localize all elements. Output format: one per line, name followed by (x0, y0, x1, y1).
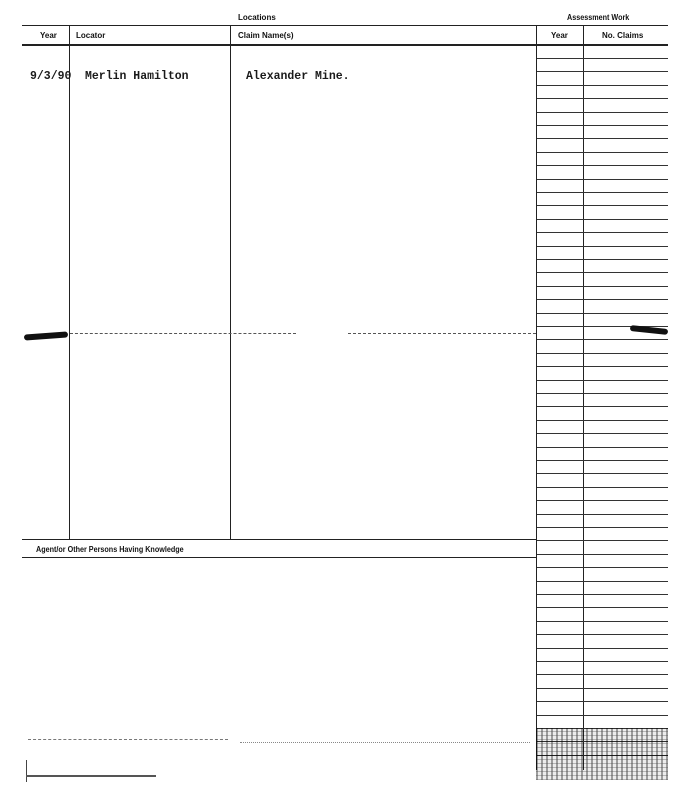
locator-column-header: Locator (76, 31, 106, 40)
ledger-row-line (537, 621, 668, 622)
ledger-row-line (537, 473, 668, 474)
scan-noise-tick (26, 760, 27, 782)
ledger-row-line (537, 634, 668, 635)
ledger-row-line (537, 487, 668, 488)
ledger-row-line (537, 179, 668, 180)
ledger-row-line (537, 701, 668, 702)
assessment-year-column-header: Year (551, 31, 568, 40)
ledger-row-line (537, 58, 668, 59)
ledger-row-line (537, 272, 668, 273)
ledger-row-line (537, 420, 668, 421)
entry-locator: Merlin Hamilton (85, 70, 189, 83)
scan-noise-line (28, 739, 228, 740)
ledger-row-line (537, 648, 668, 649)
ledger-row-line (537, 259, 668, 260)
header-rule (22, 44, 668, 46)
scan-noise-bottom (26, 775, 156, 777)
scan-noise-block (536, 728, 668, 780)
ledger-row-line (537, 125, 668, 126)
ledger-row-line (537, 219, 668, 220)
ledger-row-line (537, 514, 668, 515)
fold-line-left (70, 333, 296, 334)
no-claims-column-header: No. Claims (602, 31, 644, 40)
ledger-row-line (537, 460, 668, 461)
assessment-work-header: Assessment Work (567, 13, 630, 22)
ledger-row-line (537, 339, 668, 340)
ledger-row-line (537, 232, 668, 233)
ledger-row-line (537, 447, 668, 448)
ledger-row-line (537, 406, 668, 407)
ledger-row-line (537, 112, 668, 113)
top-rule (22, 25, 668, 26)
ledger-row-line (537, 380, 668, 381)
ledger-row-line (537, 540, 668, 541)
ledger-row-line (537, 152, 668, 153)
ledger-row-line (537, 500, 668, 501)
entry-claim-name: Alexander Mine. (246, 70, 350, 83)
claim-names-column-header: Claim Name(s) (238, 31, 294, 40)
ledger-row-line (537, 165, 668, 166)
entry-year: 9/3/90 (30, 70, 72, 83)
ledger-row-line (537, 192, 668, 193)
ledger-row-line (537, 85, 668, 86)
ledger-row-line (537, 674, 668, 675)
ledger-row-line (537, 715, 668, 716)
ledger-row-line (537, 393, 668, 394)
ledger-row-line (537, 366, 668, 367)
agent-header: Agent/or Other Persons Having Knowledge (36, 545, 184, 554)
ledger-row-line (537, 286, 668, 287)
year-column-header: Year (40, 31, 57, 40)
fold-line-right (348, 333, 536, 334)
locations-header: Locations (238, 13, 276, 22)
ledger-row-line (537, 71, 668, 72)
ledger-row-line (537, 661, 668, 662)
binder-mark-left (24, 331, 68, 340)
assessment-inner-divider (583, 25, 584, 770)
locator-claim-divider (230, 25, 231, 539)
ledger-row-line (537, 433, 668, 434)
agent-header-rule (22, 557, 537, 558)
year-locator-divider (69, 25, 70, 539)
ledger-row-line (537, 246, 668, 247)
ledger-row-line (537, 554, 668, 555)
ledger-row-line (537, 98, 668, 99)
assessment-left-border (536, 25, 537, 770)
ledger-row-line (537, 527, 668, 528)
ledger-row-line (537, 594, 668, 595)
ledger-row-line (537, 138, 668, 139)
ledger-row-line (537, 205, 668, 206)
ledger-row-line (537, 688, 668, 689)
scan-noise-line-2 (240, 742, 530, 743)
ledger-row-line (537, 353, 668, 354)
ledger-row-line (537, 567, 668, 568)
locations-bottom-rule (22, 539, 537, 540)
ledger-row-line (537, 581, 668, 582)
ledger-row-line (537, 607, 668, 608)
ledger-row-line (537, 299, 668, 300)
ledger-row-line (537, 313, 668, 314)
